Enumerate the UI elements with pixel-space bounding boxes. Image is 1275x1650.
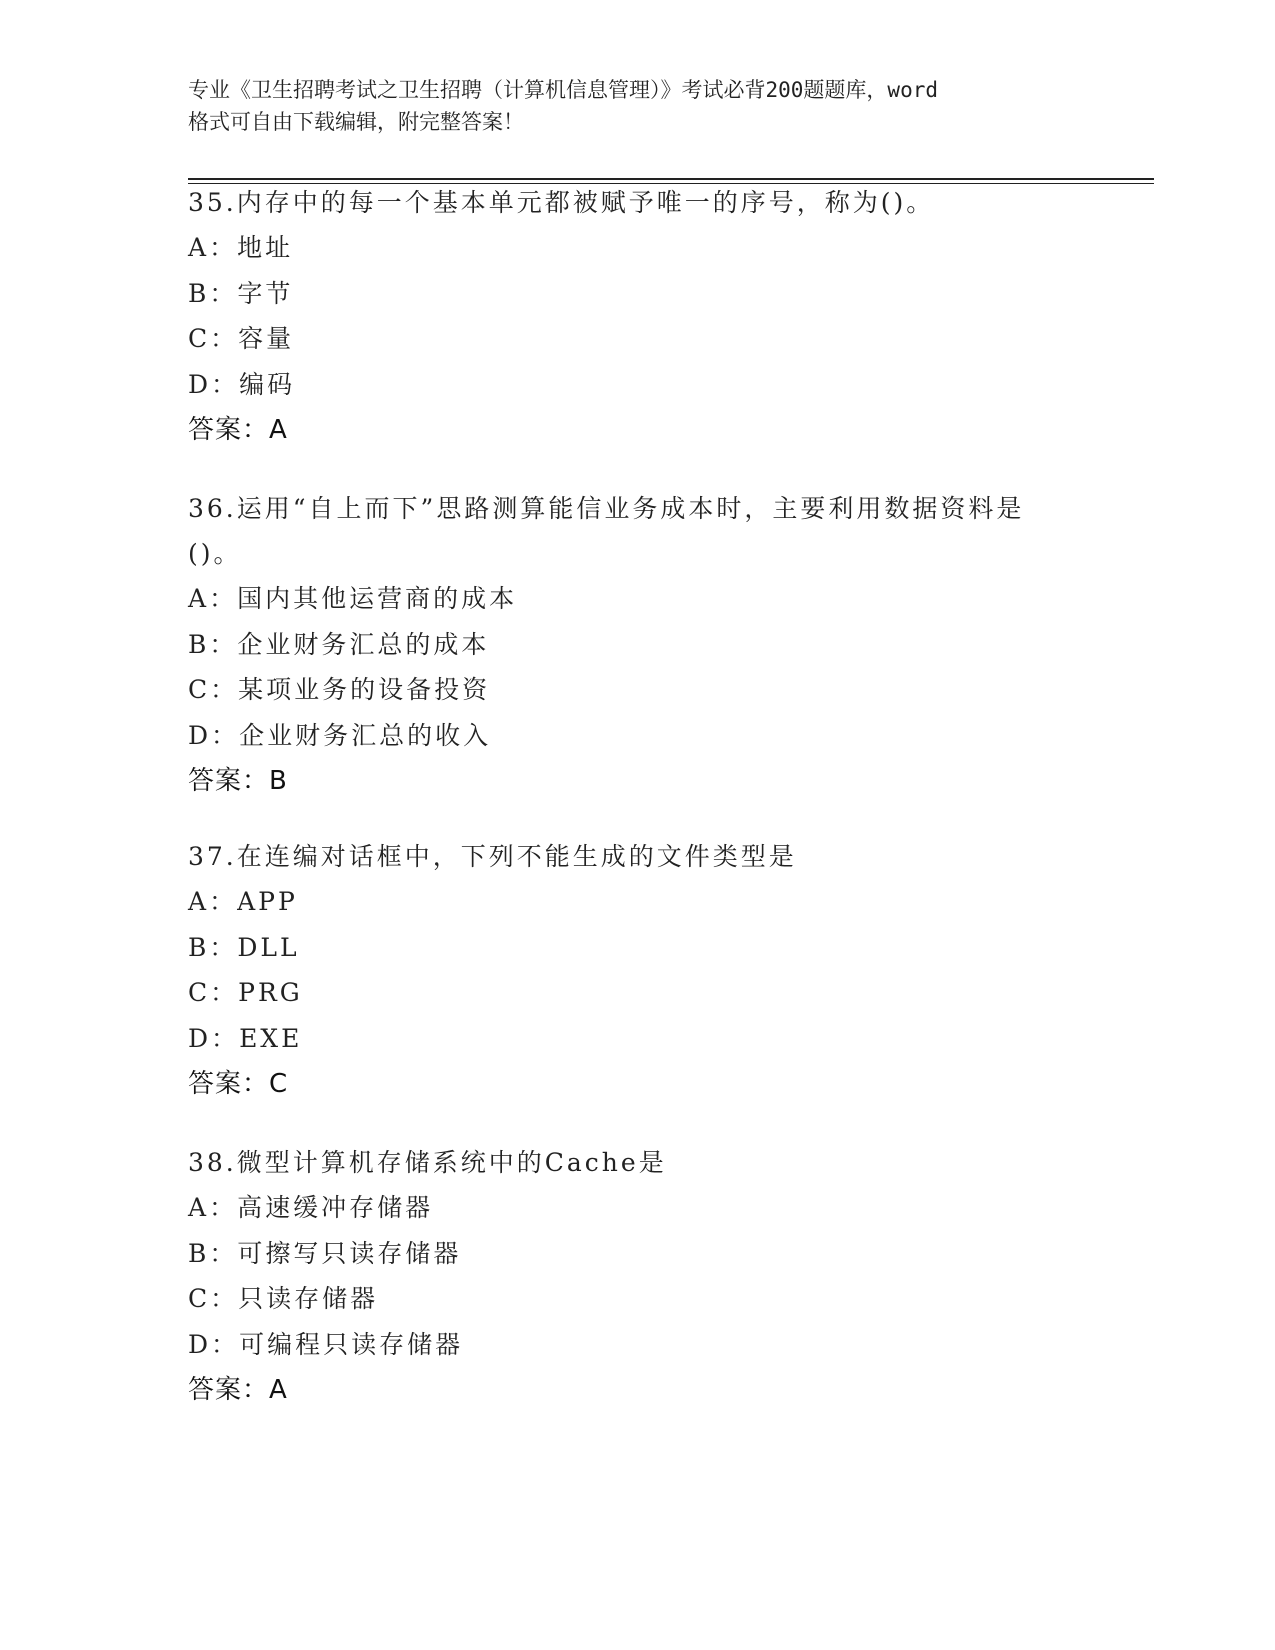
option-separator: ： — [209, 629, 238, 659]
option-c — [188, 316, 1088, 362]
option-b — [188, 1231, 1088, 1277]
option-c — [188, 1276, 1088, 1322]
option-d — [188, 713, 1088, 759]
option-separator: ： — [211, 1023, 240, 1053]
option-key: D — [188, 369, 212, 399]
question-stem: 36.运用“自上而下”思路测算能信业务成本时，主要利用数据资料是 — [188, 494, 1025, 523]
question-37 — [188, 834, 1088, 1107]
option-b — [188, 925, 1088, 971]
option-separator: ： — [209, 278, 238, 308]
option-c — [188, 970, 1088, 1016]
option-key: D — [188, 1023, 212, 1053]
option-separator: ： — [210, 675, 239, 704]
option-text: 编码 — [239, 369, 296, 399]
option-text: DLL — [237, 932, 300, 962]
option-text: 某项业务的设备投资 — [238, 675, 491, 704]
option-b — [188, 622, 1088, 668]
option-a — [188, 576, 1088, 622]
option-b — [188, 271, 1088, 317]
option-c — [188, 667, 1088, 713]
option-key: C — [188, 1284, 211, 1313]
option-key: A — [188, 233, 210, 262]
question-38 — [188, 1140, 1088, 1413]
question-stem-continued: ()。 — [188, 539, 242, 568]
option-text: 国内其他运营商的成本 — [237, 584, 518, 613]
option-separator: ： — [209, 584, 238, 613]
option-key: A — [188, 584, 210, 613]
option-key: C — [188, 324, 211, 353]
answer-label: 答案：B — [188, 766, 288, 796]
option-a — [188, 225, 1088, 271]
option-separator: ： — [210, 324, 239, 353]
option-separator: ： — [210, 978, 239, 1007]
option-key: D — [188, 720, 212, 750]
question-stem: 38.微型计算机存储系统中的Cache是 — [188, 1148, 667, 1177]
option-key: C — [188, 978, 211, 1007]
option-key: B — [188, 629, 210, 659]
question-35 — [188, 180, 1088, 453]
option-key: D — [188, 1329, 212, 1359]
option-text: 企业财务汇总的收入 — [239, 720, 492, 750]
option-a — [188, 1185, 1088, 1231]
option-d — [188, 1322, 1088, 1368]
answer-label: 答案：A — [188, 1375, 288, 1405]
question-36 — [188, 486, 1088, 804]
option-text: 企业财务汇总的成本 — [237, 629, 490, 659]
answer-label: 答案：C — [188, 1069, 289, 1099]
option-text: EXE — [239, 1023, 303, 1053]
option-key: C — [188, 675, 211, 704]
option-text: 只读存储器 — [238, 1284, 379, 1313]
option-key: B — [188, 1238, 210, 1268]
option-text: 地址 — [237, 233, 294, 262]
option-a — [188, 879, 1088, 925]
answer-label: 答案：A — [188, 415, 288, 445]
option-separator: ： — [209, 1238, 238, 1268]
option-key: A — [188, 1193, 210, 1222]
option-separator: ： — [210, 1284, 239, 1313]
option-key: B — [188, 278, 210, 308]
option-separator: ： — [209, 932, 238, 962]
option-separator: ： — [211, 720, 240, 750]
option-d — [188, 1016, 1088, 1062]
question-stem: 37.在连编对话框中，下列不能生成的文件类型是 — [188, 842, 797, 871]
option-text: 字节 — [237, 278, 294, 308]
option-text: 容量 — [238, 324, 295, 353]
option-text: PRG — [238, 978, 303, 1007]
option-text: 可编程只读存储器 — [239, 1329, 464, 1359]
option-d — [188, 362, 1088, 408]
option-separator: ： — [209, 1193, 238, 1222]
option-key: A — [188, 887, 210, 916]
option-text: 高速缓冲存储器 — [237, 1193, 434, 1222]
option-separator: ： — [209, 233, 238, 262]
question-stem: 35.内存中的每一个基本单元都被赋予唯一的序号，称为()。 — [188, 188, 935, 217]
header-line-2: 格式可自由下载编辑，附完整答案！ — [188, 110, 524, 134]
document-header — [188, 74, 1088, 138]
option-separator: ： — [211, 369, 240, 399]
option-text: 可擦写只读存储器 — [237, 1238, 462, 1268]
header-line-1: 专业《卫生招聘考试之卫生招聘（计算机信息管理）》考试必背200题题库，word — [188, 78, 938, 102]
option-separator: ： — [211, 1329, 240, 1359]
option-key: B — [188, 932, 210, 962]
option-separator: ： — [209, 887, 238, 916]
option-text: APP — [237, 887, 298, 916]
